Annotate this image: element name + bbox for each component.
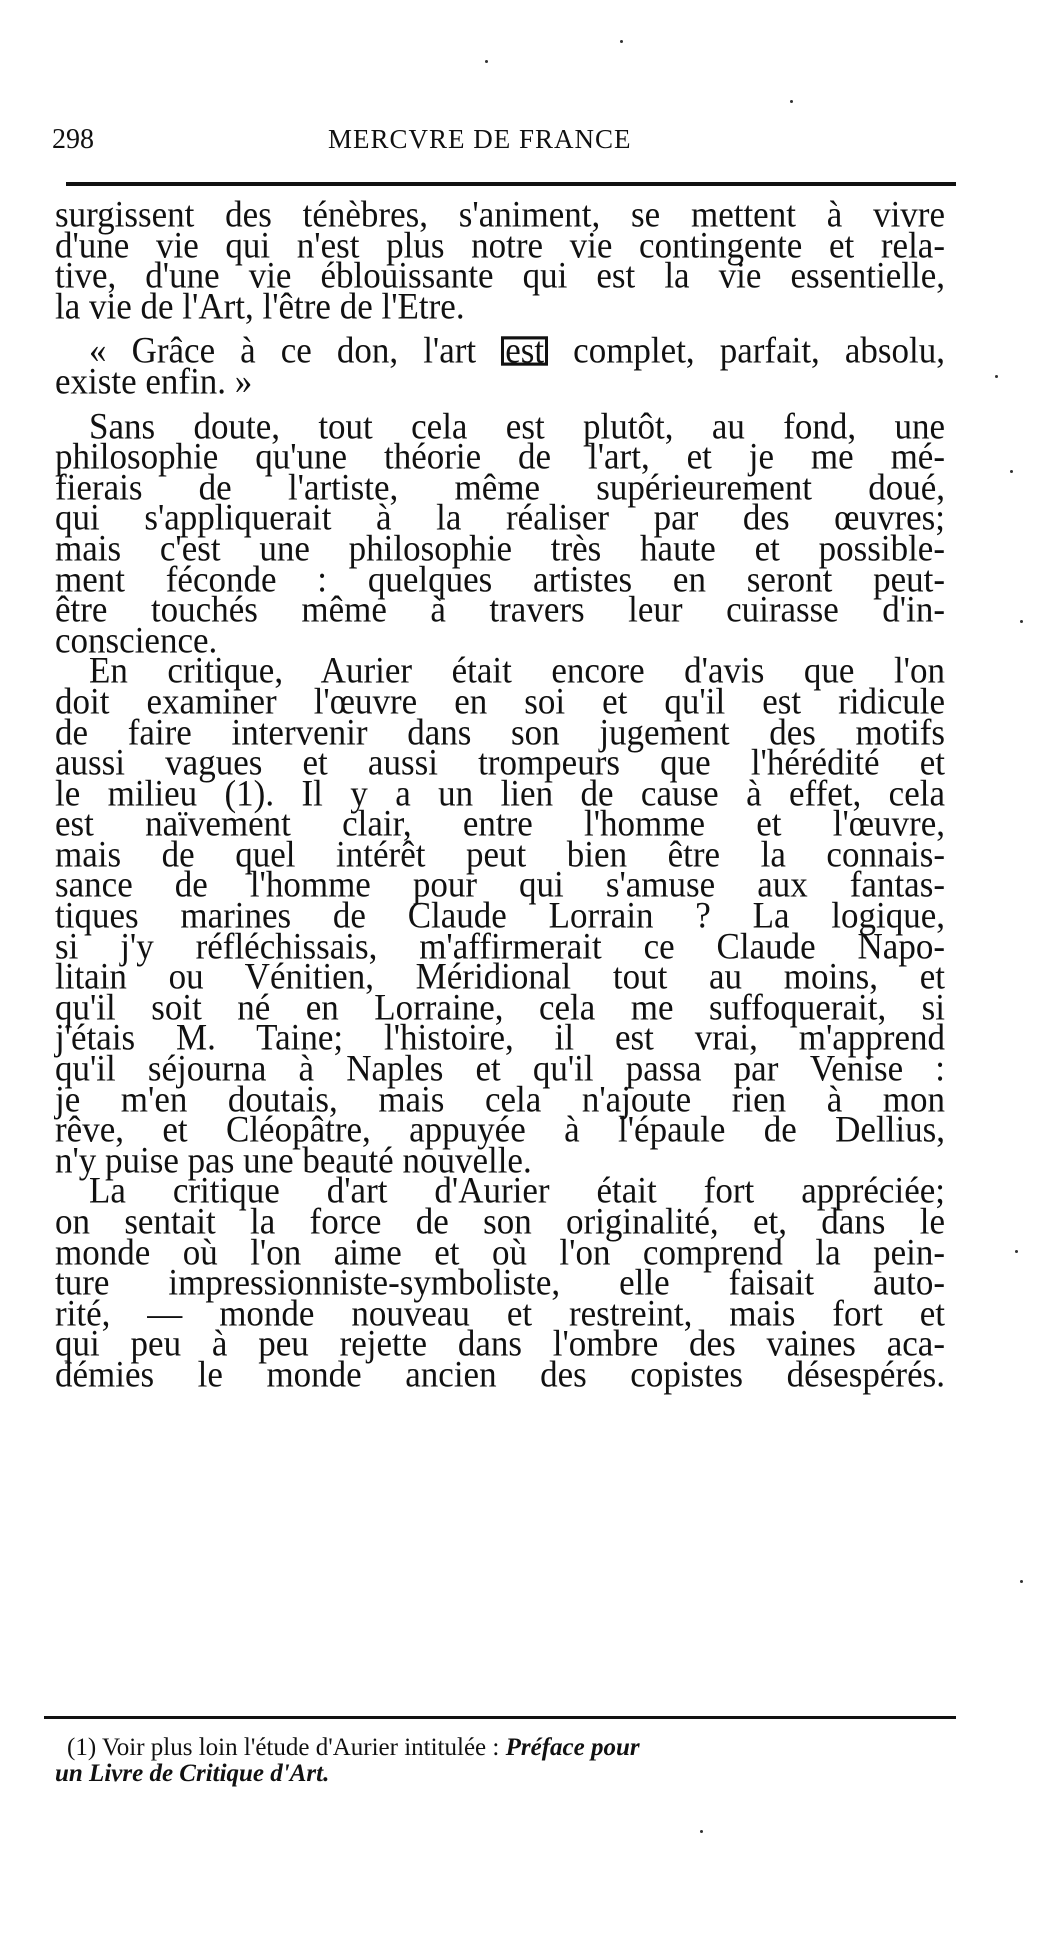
text-line: qui peu à peu rejette dans l'ombre des vaines aca- [55,1323,945,1365]
text-line: le milieu (1). Il y a un lien de cause à effet, cela [55,772,945,814]
text-line: si j'y réfléchissais, m'affirmerait ce Claude Napo- [55,925,945,967]
text-line: tiques marines de Claude Lorrain ? La logique, [55,895,945,936]
text-line: n'y puise pas une beauté nouvelle. [55,1139,532,1181]
text-line: de faire intervenir dans son jugement des motifs [55,711,945,753]
scan-speck [1020,1580,1023,1583]
text-line: je m'en doutais, mais cela n'ajoute rien à mon [55,1078,945,1120]
text-line: mais de quel intérêt peut bien être la connais- [55,833,945,875]
footnote-title: Préface pour [505,1734,640,1761]
page-number: 298 [52,124,94,155]
text-line: qui s'appliquerait à la réaliser par des œuvres; [55,497,945,539]
text-line: aussi vagues et aussi trompeurs que l'hérédité et [55,742,945,784]
footnote-text: Voir plus loin l'étude d'Aurier intitulée : [96,1734,506,1761]
body-text [55,193,945,1395]
text-line: sance de l'homme pour qui s'amuse aux fantas- [55,864,945,906]
text-line: La critique d'art d'Aurier était fort appréciée; [89,1170,945,1212]
footnote [55,1735,945,1787]
text-line: mais c'est une philosophie très haute et possible- [55,527,945,569]
text-line: doit examiner l'œuvre en soi et qu'il est ridicule [55,680,945,722]
text-line: ture impressionniste-symboliste, elle faisait auto- [55,1262,945,1304]
text-fragment: « Grâce à ce don, l'art [89,330,502,372]
text-line: existe enfin. » [55,360,253,402]
scan-speck [1020,620,1023,623]
text-line: qu'il soit né en Lorraine, cela me suffoquerait, si [55,986,945,1028]
text-line: conscience. [55,619,218,661]
footnote-title: un Livre de Critique d'Art. [55,1760,330,1787]
footnote-rule [44,1716,956,1719]
text-line: Sans doute, tout cela est plutôt, au fond, une [89,405,945,447]
scan-speck [1015,1250,1018,1253]
text-line: démies le monde ancien des copistes désespérés. [55,1353,945,1395]
paragraph [55,650,945,1181]
paragraph [55,405,945,661]
running-title: MERCVRE DE FRANCE [328,124,632,154]
footnote-line [55,1735,945,1761]
text-line: on sentait la force de son originalité, et, dans le [55,1200,945,1242]
text-line: j'étais M. Taine; l'histoire, il est vrai, m'apprend [55,1017,945,1059]
running-header [52,118,954,158]
footnote-line [55,1761,945,1787]
text-line: litain ou Vénitien, Méridional tout au moins, et [55,956,945,998]
text-line: être touchés même à travers leur cuirasse d'in- [55,589,945,631]
scan-speck [700,1830,703,1833]
text-line: En critique, Aurier était encore d'avis que l'on [89,650,945,692]
quote-paragraph [55,330,945,402]
boxed-word: est [501,337,548,366]
text-line: est naïvement clair, entre l'homme et l'œuvre, [55,803,945,845]
text-line: fierais de l'artiste, même supérieurement doué, [55,466,945,508]
text-line: la vie de l'Art, l'être de l'Etre. [55,285,465,327]
paragraph [55,1170,945,1395]
scan-speck [1010,470,1013,473]
text-line: rêve, et Cléopâtre, appuyée à l'épaule de Dellius, [55,1109,945,1151]
header-rule [66,182,956,186]
text-line: philosophie qu'une théorie de l'art, et je me mé- [55,436,945,478]
text-line: d'une vie qui n'est plus notre vie contingente et rela- [55,224,945,266]
paragraph [55,193,945,327]
text-line: rité, — monde nouveau et restreint, mais fort et [55,1292,945,1334]
text-line: surgissent des ténèbres, s'animent, se mettent à vivre [55,193,945,235]
text-fragment: complet, parfait, absolu, [548,330,945,372]
text-line: monde où l'on aime et où l'on comprend la pein- [55,1231,945,1273]
text-line: tive, d'une vie éblouissante qui est la vie essentielle, [55,255,945,297]
text-line: qu'il séjourna à Naples et qu'il passa par Venise : [55,1048,945,1089]
footnote-marker: (1) [67,1734,97,1761]
scan-speck [485,60,488,63]
text-line: ment féconde : quelques artistes en seront peut- [55,558,945,600]
scan-speck [620,40,623,43]
scan-speck [790,100,793,103]
scan-speck [995,375,998,378]
